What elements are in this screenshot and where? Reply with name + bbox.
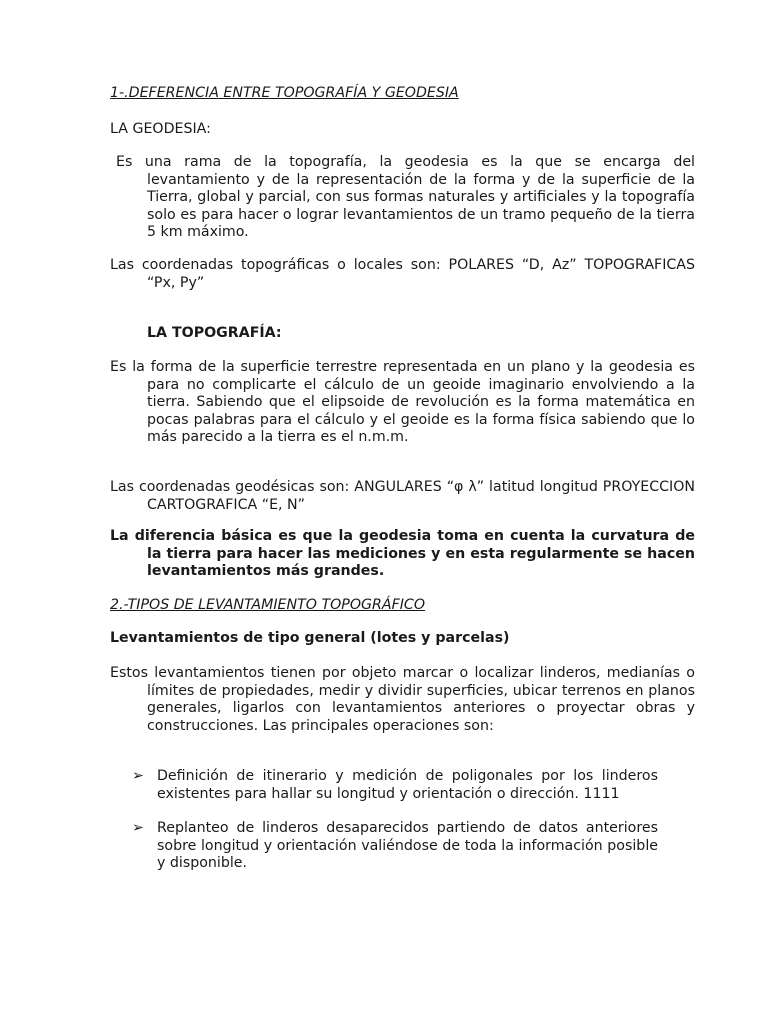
para-diferencia-basica: La diferencia básica es que la geodesia toma en cuenta la curvatura de la tierra para hacer las mediciones y en esta regularmente se hacen levantamientos más grandes. [110,528,695,579]
heading-diferencia: 1-.DEFERENCIA ENTRE TOPOGRAFÍA Y GEODESIA [110,85,459,101]
arrow-bullet-icon: ➢ [132,768,144,784]
heading-tipos-levantamiento: 2.-TIPOS DE LEVANTAMIENTO TOPOGRÁFICO [110,597,425,613]
subheading-tipo-general: Levantamientos de tipo general (lotes y parcelas) [110,630,510,646]
para-levantamientos-general: Estos levantamientos tienen por objeto marcar o localizar linderos, medianías o límites de propiedades, medir y dividir superficies, ubicar terrenos en planos generales, ligarlos con levantamientos anteriores o proyectar obras y construcciones. Las principales operaciones son: [110,665,695,734]
arrow-bullet-icon: ➢ [132,820,144,836]
list-item-text: Definición de itinerario y medición de poligonales por los linderos existentes para hallar su longitud y orientación o dirección. 1111 [157,768,658,802]
title-geodesia: LA GEODESIA: [110,121,211,137]
list-item-text: Replanteo de linderos desaparecidos partiendo de datos anteriores sobre longitud y orientación valiéndose de toda la información posible y disponible. [157,820,658,871]
list-item [132,768,658,803]
para-coordenadas-topograficas: Las coordenadas topográficas o locales son: POLARES “D, Az” TOPOGRAFICAS “Px, Py” [110,257,695,291]
title-topografia: LA TOPOGRAFÍA: [147,325,282,341]
para-coordenadas-geodesicas: Las coordenadas geodésicas son: ANGULARES “φ λ” latitud longitud PROYECCION CARTOGRAFICA “E, N” [110,479,695,513]
list-item [132,820,658,873]
para-topografia: Es la forma de la superficie terrestre representada en un plano y la geodesia es para no complicarte el cálculo de un geoide imaginario envolviendo a la tierra. Sabiendo que el elipsoide de revolución es la forma matemática en pocas palabras para el cálculo y el geoide es la forma física sabiendo que lo más parecido a la tierra es el n.m.m. [110,359,695,445]
para-geodesia: Es una rama de la topografía, la geodesia es la que se encarga del levantamiento y de la representación de la forma y de la superficie de la Tierra, global y parcial, con sus formas naturales y artificiales y la topografía solo es para hacer o lograr levantamientos de un tramo pequeño de la tierra 5 km máximo. [116,154,695,240]
